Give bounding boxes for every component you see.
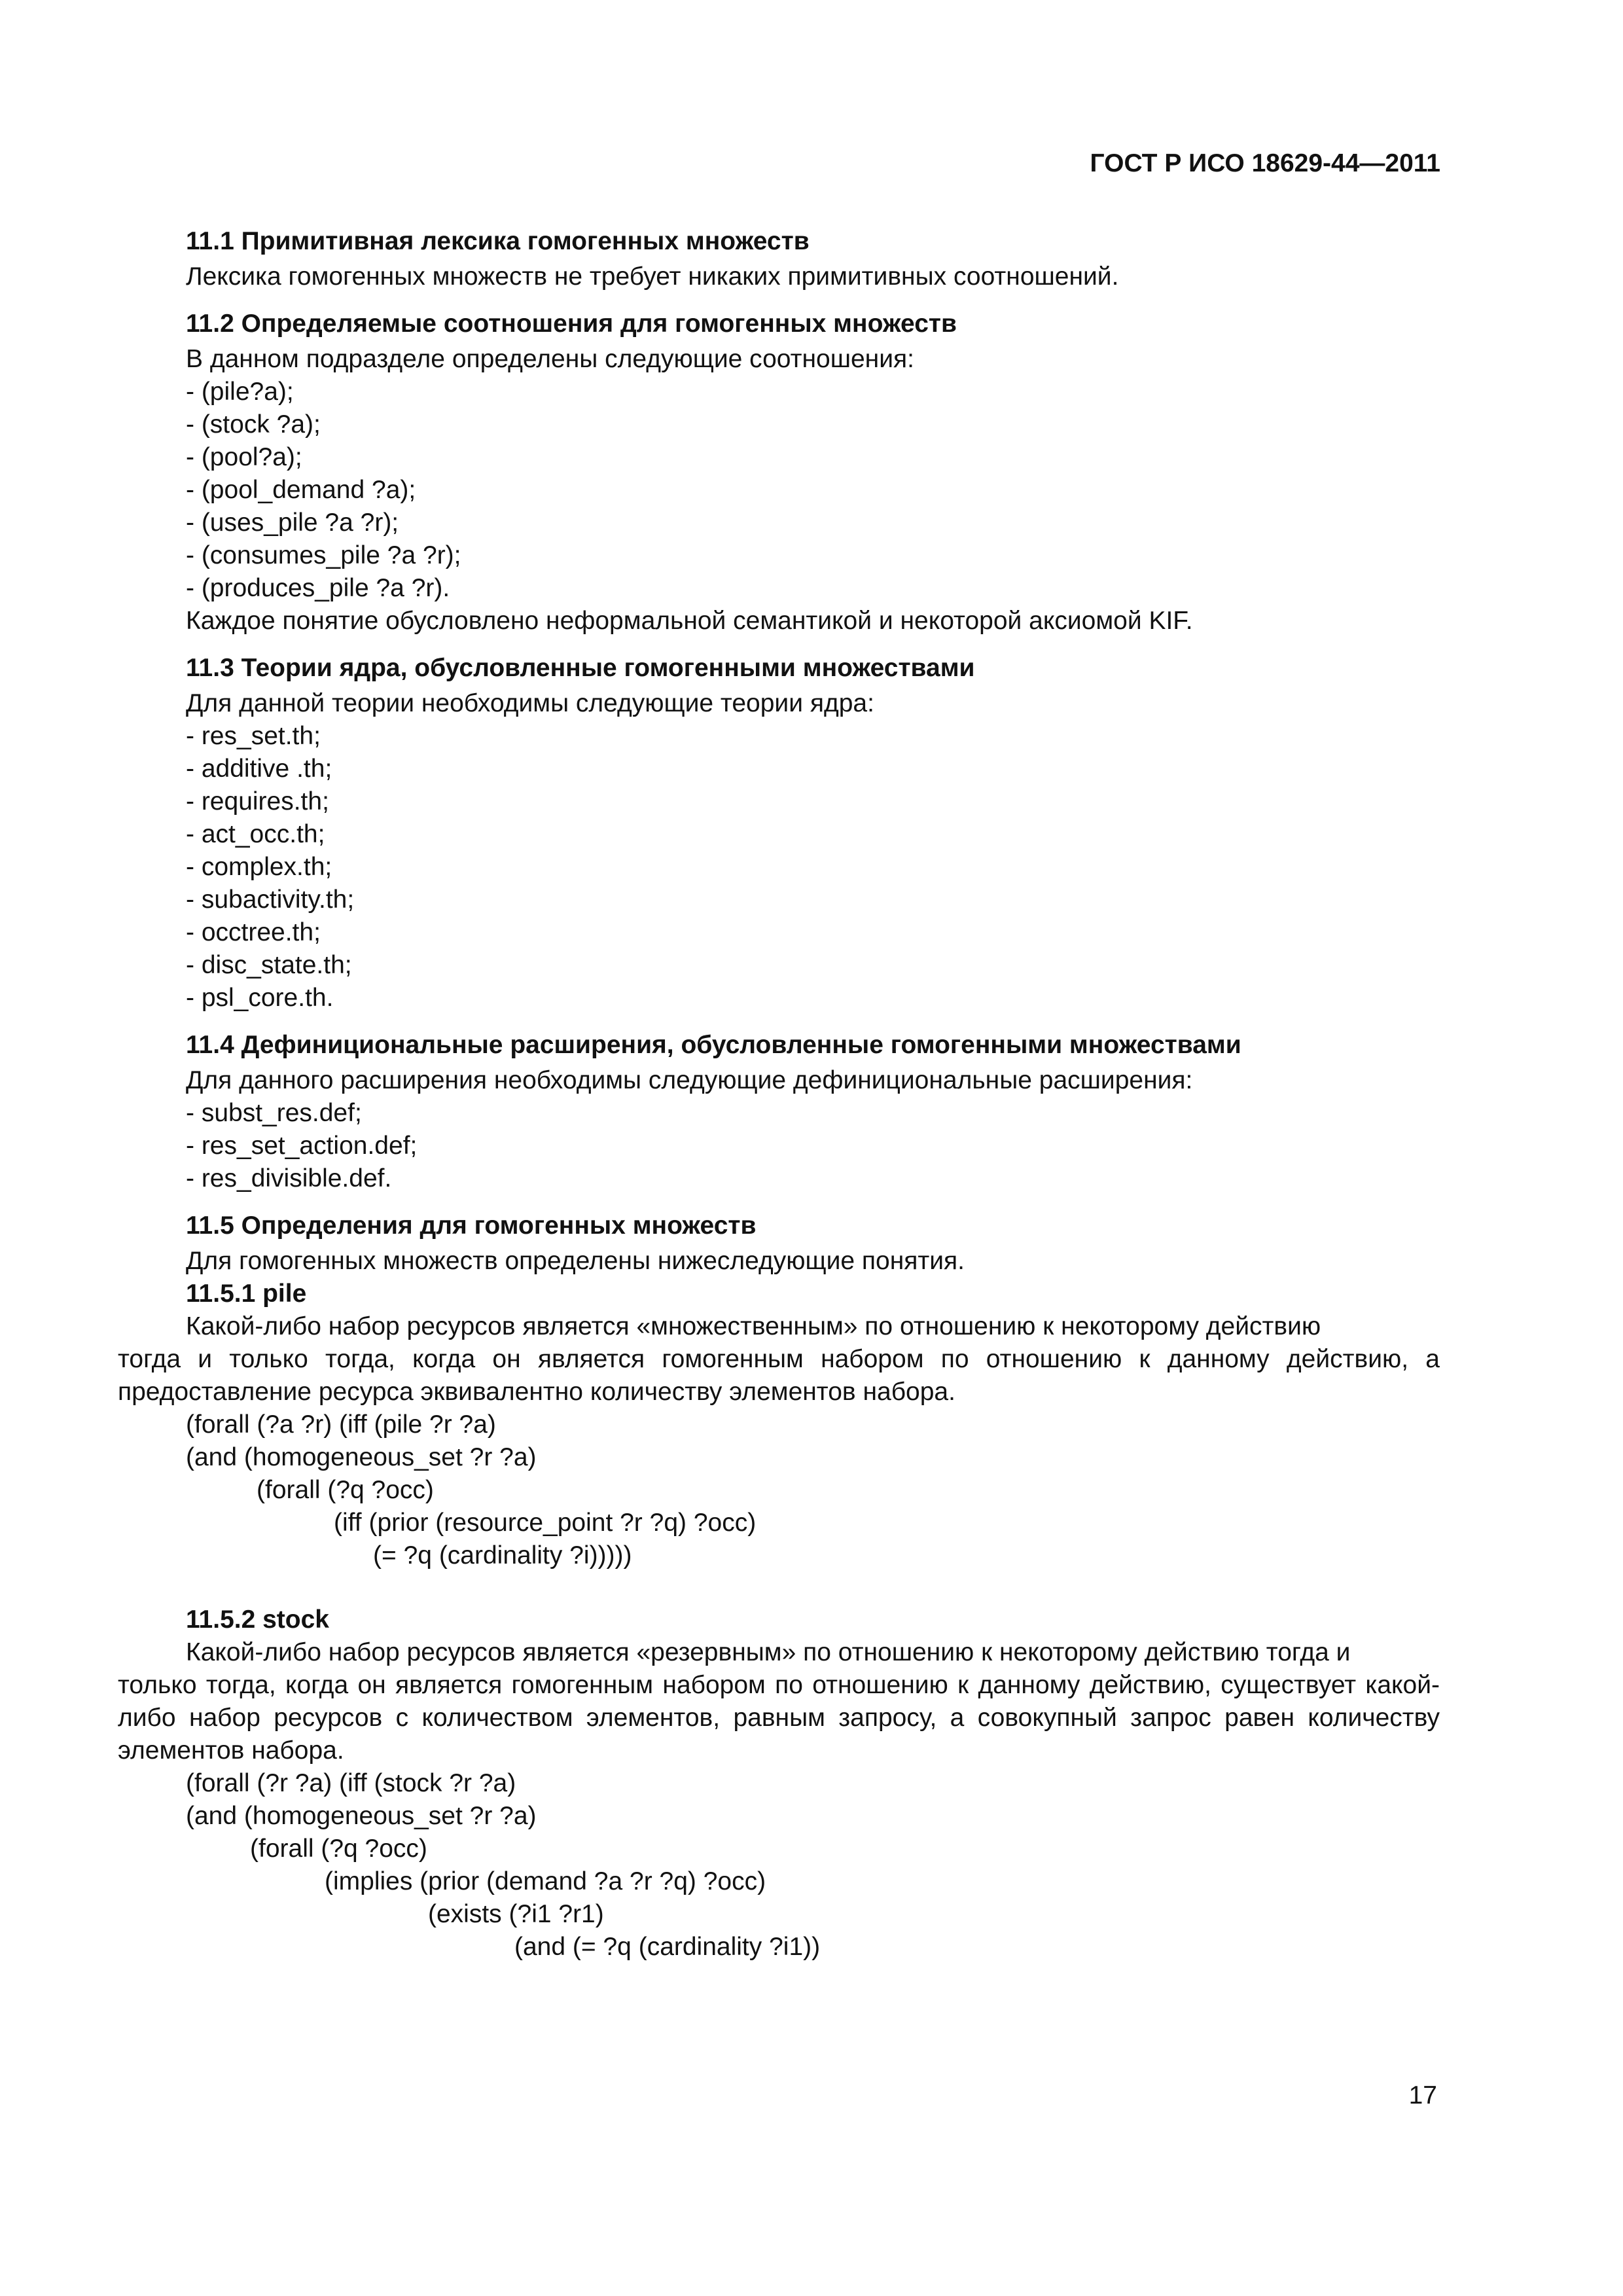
section-11-2-outro: Каждое понятие обусловлено неформальной семантикой и некоторой аксиомой KIF. <box>186 607 1193 635</box>
list-item: - occtree.th; <box>186 918 321 946</box>
section-11-1-text: Лексика гомогенных множеств не требует никаких примитивных соотношений. <box>186 262 1119 291</box>
code-line: (forall (?r ?a) (iff (stock ?r ?a) <box>186 1769 516 1797</box>
list-item: - additive .th; <box>186 755 332 783</box>
code-line: (iff (prior (resource_point ?r ?q) ?occ) <box>334 1509 757 1537</box>
code-line: (forall (?a ?r) (iff (pile ?r ?a) <box>186 1410 496 1439</box>
list-item: - res_set.th; <box>186 722 321 750</box>
list-item: - (consumes_pile ?a ?r); <box>186 541 461 569</box>
section-11-3-intro: Для данной теории необходимы следующие теории ядра: <box>186 689 874 717</box>
list-item: - (pool?a); <box>186 443 302 471</box>
stock-paragraph-rest: только тогда, когда он является гомогенным набором по отношению к данному действию, существует какой-либо набор ресурсов с количеством элементов, равным запросу, а совокупный запрос равен количеству элементов набора. <box>118 1671 1440 1765</box>
code-line: (and (homogeneous_set ?r ?a) <box>186 1443 537 1471</box>
list-item: - (produces_pile ?a ?r). <box>186 574 450 602</box>
list-item: - res_divisible.def. <box>186 1164 392 1193</box>
subsection-stock-heading: 11.5.2 stock <box>186 1605 329 1634</box>
document-code: ГОСТ Р ИСО 18629-44—2011 <box>1090 149 1440 177</box>
list-item: - res_set_action.def; <box>186 1132 418 1160</box>
list-item: - (stock ?a); <box>186 410 321 439</box>
list-item: - subactivity.th; <box>186 886 355 914</box>
section-11-2-heading: 11.2 Определяемые соотношения для гомогенных множеств <box>186 310 957 338</box>
section-11-4-heading: 11.4 Дефинициональные расширения, обусловленные гомогенными множествами <box>186 1031 1241 1059</box>
code-line: (and (= ?q (cardinality ?i1)) <box>514 1933 821 1961</box>
pile-paragraph-rest: тогда и только тогда, когда он является гомогенным набором по отношению к данному действию, а предоставление ресурса эквивалентно количеству элементов набора. <box>118 1345 1440 1406</box>
pile-paragraph-first-line: Какой-либо набор ресурсов является «множественным» по отношению к некоторому действию <box>186 1312 1321 1340</box>
code-line: (forall (?q ?occ) <box>257 1476 434 1504</box>
stock-paragraph-first-line: Какой-либо набор ресурсов является «резервным» по отношению к некоторому действию тогда и <box>186 1638 1351 1666</box>
section-11-3-heading: 11.3 Теории ядра, обусловленные гомогенными множествами <box>186 654 975 682</box>
code-line: (= ?q (cardinality ?i))))) <box>373 1541 632 1570</box>
list-item: - disc_state.th; <box>186 951 352 979</box>
stock-paragraph <box>118 1636 1440 1767</box>
list-item: - requires.th; <box>186 787 329 816</box>
subsection-pile-heading: 11.5.1 pile <box>186 1280 307 1308</box>
list-item: - (uses_pile ?a ?r); <box>186 509 399 537</box>
list-item: - complex.th; <box>186 853 332 881</box>
page-content <box>118 225 1440 1964</box>
section-11-1-heading: 11.1 Примитивная лексика гомогенных множеств <box>186 227 810 255</box>
code-line: (and (homogeneous_set ?r ?a) <box>186 1802 537 1830</box>
list-item: - act_occ.th; <box>186 820 325 848</box>
list-item: - (pool_demand ?a); <box>186 476 416 504</box>
list-item: - subst_res.def; <box>186 1099 362 1127</box>
list-item: - psl_core.th. <box>186 984 334 1012</box>
section-11-4-intro: Для данного расширения необходимы следующие дефинициональные расширения: <box>186 1066 1193 1094</box>
code-line: (exists (?i1 ?r1) <box>428 1900 604 1928</box>
code-line: (forall (?q ?occ) <box>250 1835 427 1863</box>
section-11-5-heading: 11.5 Определения для гомогенных множеств <box>186 1211 757 1240</box>
page-number: 17 <box>1408 2081 1437 2109</box>
list-item: - (pile?a); <box>186 378 294 406</box>
code-line: (implies (prior (demand ?a ?r ?q) ?occ) <box>325 1867 766 1895</box>
pile-paragraph <box>118 1310 1440 1408</box>
section-11-2-intro: В данном подразделе определены следующие соотношения: <box>186 345 914 373</box>
spacer <box>186 1572 1440 1604</box>
section-11-5-intro: Для гомогенных множеств определены нижеследующие понятия. <box>186 1247 965 1275</box>
